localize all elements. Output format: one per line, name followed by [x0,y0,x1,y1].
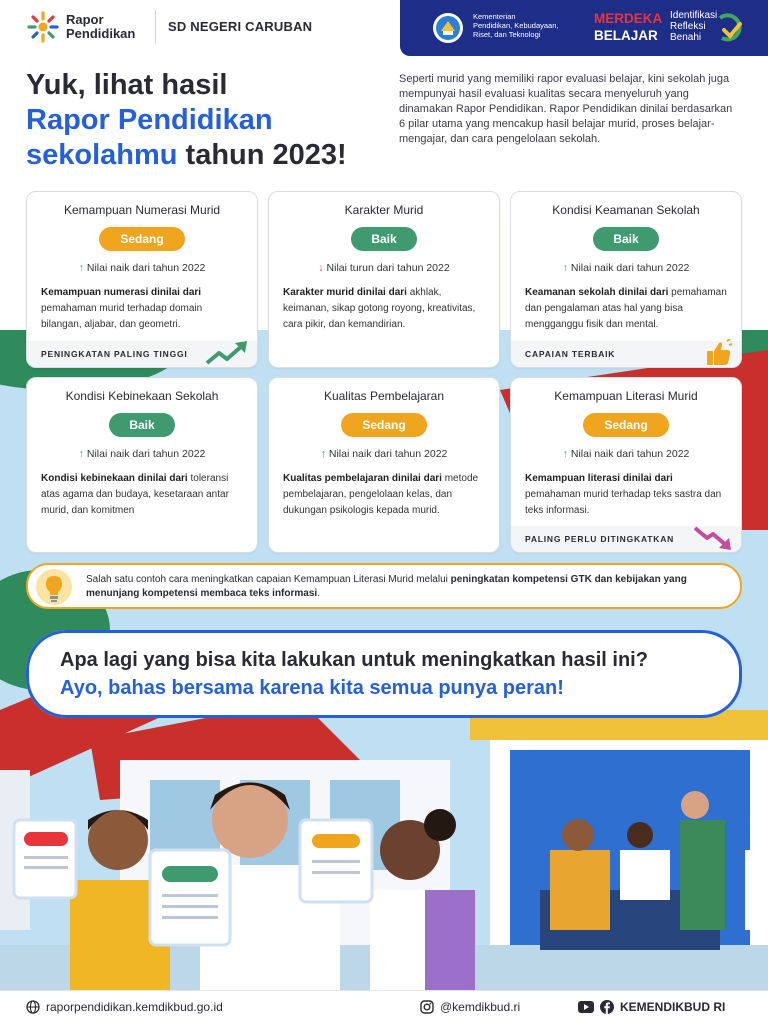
highlight-strip [27,341,257,367]
card-kualitas-pembelajaran [268,377,500,553]
card-kondisi-kebinekaan [26,377,258,553]
thumbs-up-icon [703,339,733,367]
tip-text [86,573,736,601]
trend-label: Nilai naik dari tahun 2022 [328,448,448,460]
card-description [525,285,729,333]
title-line3 [26,138,386,173]
trending-up-icon [205,339,249,367]
title-line3-blue: sekolahmu [26,139,178,171]
trend-label: Nilai naik dari tahun 2022 [86,262,206,274]
strip-label: PALING PERLU DITINGKATKAN [525,534,675,544]
ministry-line1: Kementerian [473,12,516,21]
footer [0,990,768,1024]
status-badge: Sedang [583,413,669,437]
highlight-strip [511,526,741,552]
question-banner [26,630,742,718]
instagram-handle: @kemdikbud.ri [440,1000,521,1014]
logo-line1: Rapor [66,12,104,27]
card-description [283,471,487,519]
intro-paragraph: Seperti murid yang memiliki rapor evaluasi belajar, kini sekolah juga mempunyai hasil evaluasi kualitas secara menyeluruh yang dinamakan Rapor Pendidikan. Rapor Pendidikan dinilai berdasarkan 6 pilar utama yang mencakup hasil belajar murid, proses belajar-mengajar, dan cara pengelolaan sekolah. [399,73,733,145]
ministry-line3: Riset, dan Teknologi [473,30,541,39]
ministry-line2: Pendidikan, Kebudayaan, [473,21,559,30]
arrow-up-icon: ↑ [562,448,568,460]
logo-text [66,13,135,41]
card-title: Kondisi Keamanan Sekolah [552,203,700,217]
trend-label: Nilai turun dari tahun 2022 [326,262,450,274]
question-line2: Ayo, bahas bersama karena kita semua punya peran! [60,677,564,699]
trend-text [27,262,257,274]
desc-text: toleransi atas agama dan budaya, kesetaraan antar murid, dan komitmen [41,473,229,516]
desc-bold: Kualitas pembelajaran dinilai dari [283,473,442,484]
arrow-up-icon: ↑ [562,262,568,274]
kemdikbud-emblem-icon [432,12,464,44]
header [0,0,768,56]
trend-text [511,262,741,274]
ministry-bar [400,0,768,56]
irb-arc-icon [716,12,746,44]
trending-down-icon [693,524,733,552]
status-badge: Baik [351,227,417,251]
desc-text: pemahaman murid terhadap teks sastra dan teks informasi. [525,489,722,516]
desc-bold: Karakter murid dinilai dari [283,287,407,298]
card-title: Kemampuan Literasi Murid [554,389,698,403]
merdeka-line2: BELAJAR [594,28,658,43]
facebook-icon [600,1000,614,1014]
desc-bold: Keamanan sekolah dinilai dari [525,287,669,298]
tip-bold: peningkatan kompetensi GTK dan kebijakan yang menunjang kompetensi membaca teks informasi [86,574,687,599]
website-link[interactable] [26,1000,223,1014]
website-text: raporpendidikan.kemdikbud.go.id [46,1000,223,1014]
social-handle: KEMENDIKBUD RI [620,1000,726,1014]
desc-text: pemahaman murid terhadap domain bilangan, aljabar, dan geometri. [41,303,203,330]
desc-bold: Kemampuan numerasi dinilai dari [41,287,202,298]
lightbulb-icon [34,568,74,606]
status-badge: Baik [109,413,175,437]
merdeka-line1: MERDEKA [594,11,663,26]
globe-icon [26,1000,40,1014]
strip-label: CAPAIAN TERBAIK [525,349,616,359]
arrow-up-icon: ↑ [320,448,326,460]
status-badge: Sedang [99,227,185,251]
trend-text [27,448,257,460]
desc-text: pemahaman dan pengalaman atas hal yang bisa mengganggu fisik dan mental. [525,287,727,330]
card-kemampuan-literasi [510,377,742,553]
desc-bold: Kemampuan literasi dinilai dari [525,473,673,484]
merdeka-belajar-logo [594,10,662,44]
card-kondisi-keamanan [510,191,742,368]
card-title: Karakter Murid [344,203,424,217]
header-divider [155,10,156,44]
trend-text [269,262,499,274]
rapor-pendidikan-logo [26,10,135,44]
irb-line1: Identifikasi [670,10,718,21]
desc-text: akhlak, keimanan, sikap gotong royong, kreativitas, cara pikir, dan kemandirian. [283,287,476,330]
status-badge: Baik [593,227,659,251]
title-line3-rest: tahun 2023! [177,139,347,171]
sun-logo-icon [26,10,60,44]
arrow-up-icon: ↑ [78,448,84,460]
question-line1: Apa lagi yang bisa kita lakukan untuk meningkatkan hasil ini? [60,649,648,671]
status-badge: Sedang [341,413,427,437]
title-line2: Rapor Pendidikan [26,104,273,136]
logo-line2: Pendidikan [66,26,136,41]
strip-label: PENINGKATAN PALING TINGGI [41,349,188,359]
card-description [525,471,729,519]
trend-label: Nilai naik dari tahun 2022 [86,448,206,460]
card-kemampuan-numerasi [26,191,258,368]
card-title: Kualitas Pembelajaran [323,389,445,403]
irb-logo [670,10,717,43]
card-karakter-murid [268,191,500,368]
trend-text [269,448,499,460]
card-description [41,471,245,519]
irb-line3: Benahi [670,32,702,43]
tip-callout [26,563,742,609]
trend-text [511,448,741,460]
youtube-icon [578,1001,594,1013]
page-title [26,68,386,173]
card-title: Kemampuan Numerasi Murid [63,203,221,217]
arrow-up-icon: ↑ [78,262,84,274]
tip-post: . [317,588,320,599]
desc-bold: Kondisi kebinekaan dinilai dari [41,473,188,484]
youtube-facebook-link[interactable] [578,1000,725,1014]
instagram-link[interactable] [420,1000,520,1014]
irb-line2: Refleksi [670,21,706,32]
school-name: SD NEGERI CARUBAN [168,19,313,34]
title-line1: Yuk, lihat hasil [26,69,228,101]
card-description [283,285,487,333]
desc-text: metode pembelajaran, pengelolaan kelas, dan dukungan psikologis kepada murid. [283,473,479,516]
trend-label: Nilai naik dari tahun 2022 [570,262,690,274]
arrow-down-icon: ↓ [318,262,324,274]
instagram-icon [420,1000,434,1014]
card-description [41,285,245,333]
ministry-text [473,12,583,39]
card-title: Kondisi Kebinekaan Sekolah [65,389,219,403]
trend-label: Nilai naik dari tahun 2022 [570,448,690,460]
highlight-strip [511,341,741,367]
tip-pre: Salah satu contoh cara meningkatkan capaian Kemampuan Literasi Murid melalui [86,574,451,585]
